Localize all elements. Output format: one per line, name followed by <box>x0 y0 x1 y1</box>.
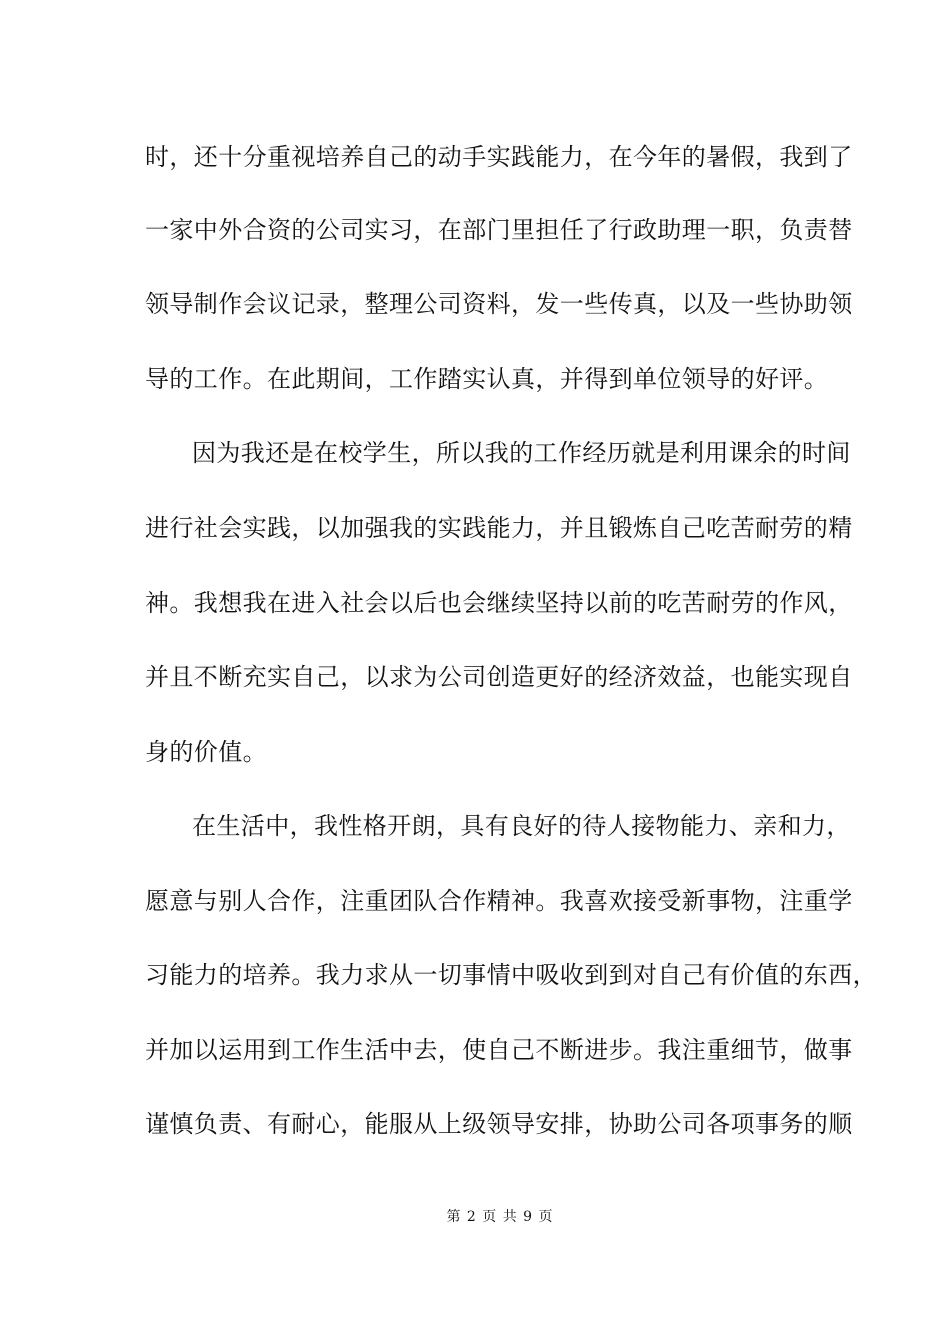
text-line: 进行社会实践，以加强我的实践能力，并且锻炼自己吃苦耐劳的精 <box>145 514 853 542</box>
text-line: 并且不断充实自己，以求为公司创造更好的经济效益，也能实现自 <box>145 663 853 691</box>
text-line: 愿意与别人合作，注重团队合作精神。我喜欢接受新事物，注重学 <box>145 887 853 915</box>
text-line: 导的工作。在此期间，工作踏实认真，并得到单位领导的好评。 <box>145 365 829 393</box>
paragraph-start-line: 因为我还是在校学生，所以我的工作经历就是利用课余的时间 <box>192 439 851 467</box>
page-number-footer: 第 2 页 共 9 页 <box>446 1209 554 1225</box>
text-line: 身的价值。 <box>145 738 267 766</box>
text-line: 谨慎负责、有耐心，能服从上级领导安排，协助公司各项事务的顺 <box>145 1110 853 1138</box>
text-line: 并加以运用到工作生活中去，使自己不断进步。我注重细节，做事 <box>145 1036 853 1064</box>
paragraph-start-line: 在生活中，我性格开朗，具有良好的待人接物能力、亲和力， <box>192 812 851 840</box>
text-line: 一家中外合资的公司实习，在部门里担任了行政助理一职，负责替 <box>145 216 853 244</box>
text-line: 领导制作会议记录，整理公司资料，发一些传真，以及一些协助领 <box>145 290 853 318</box>
text-line: 习能力的培养。我力求从一切事情中吸收到到对自己有价值的东西， <box>145 961 877 989</box>
text-line: 神。我想我在进入社会以后也会继续坚持以前的吃苦耐劳的作风， <box>145 589 853 617</box>
text-line: 时，还十分重视培养自己的动手实践能力，在今年的暑假，我到了 <box>145 143 853 171</box>
